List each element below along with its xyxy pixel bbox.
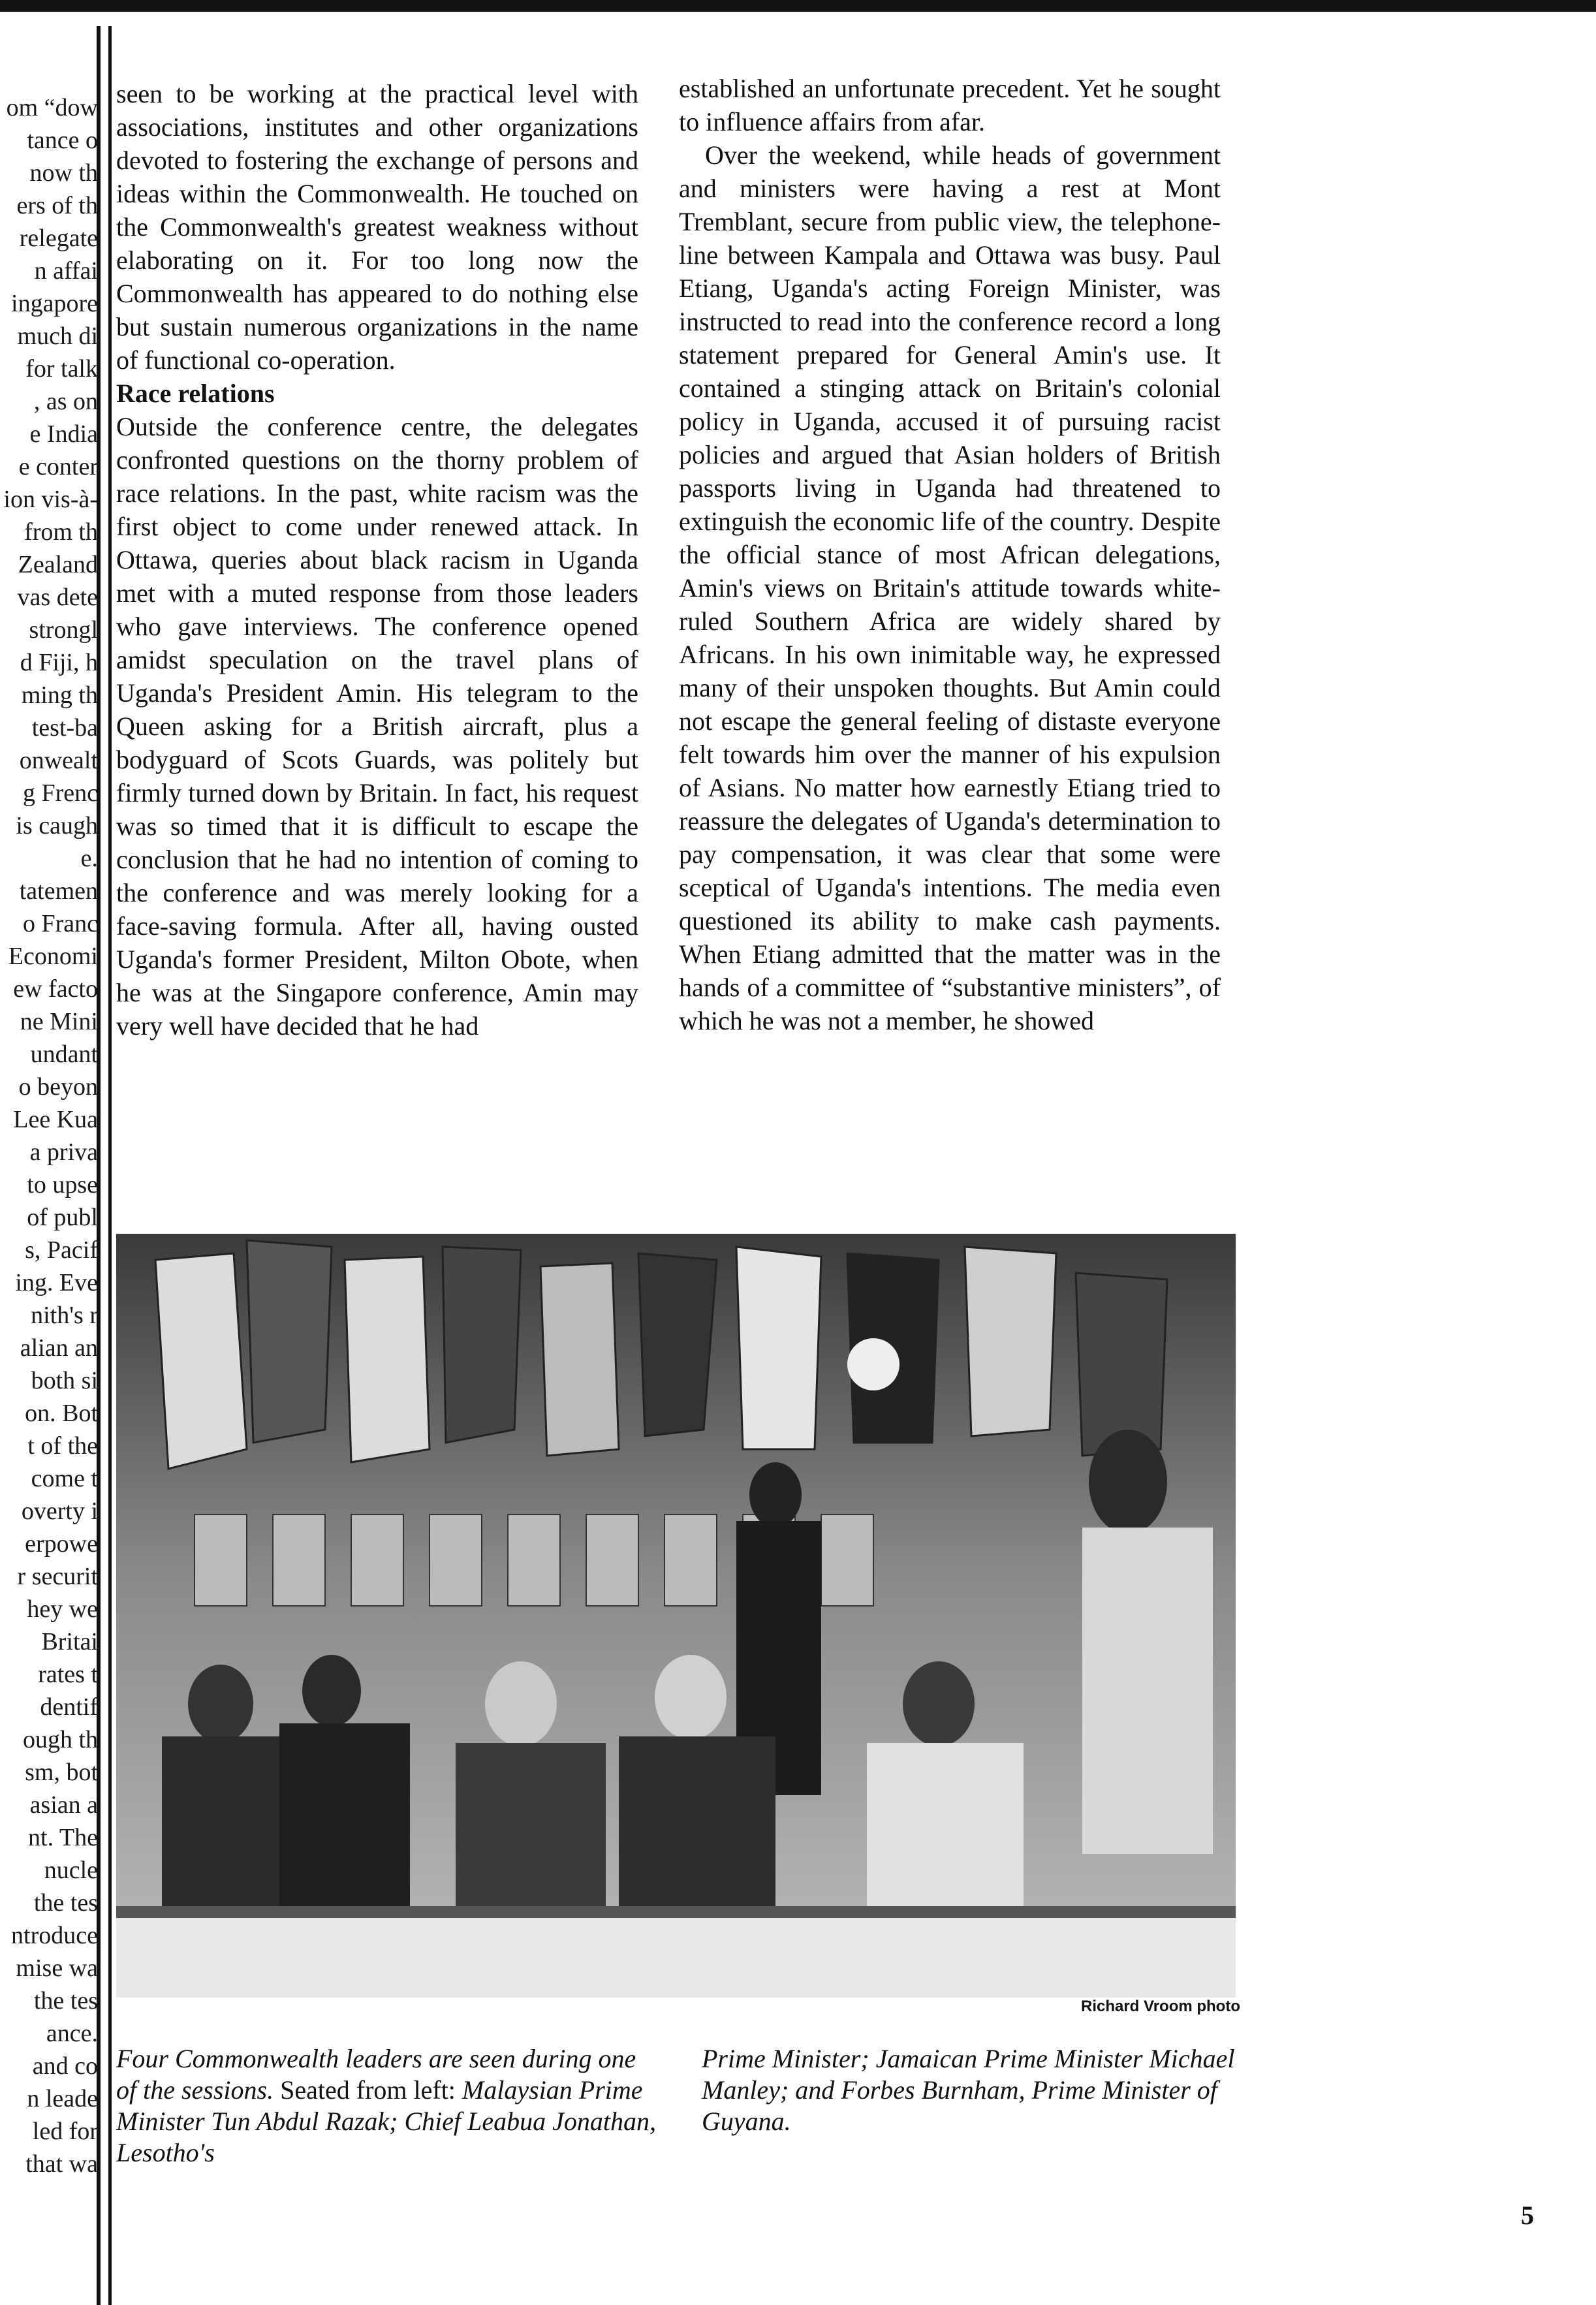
- facing-page-text-fragment: the tes: [33, 1987, 98, 2015]
- facing-page-text-fragment: r securit: [17, 1563, 98, 1590]
- facing-page-text-fragment: ntroduce: [11, 1922, 98, 1949]
- facing-page-text-fragment: ough th: [22, 1726, 98, 1753]
- photo-caption-part-1: [116, 2043, 658, 2169]
- facing-page-text-fragment: mise wa: [16, 1954, 98, 1982]
- facing-page-text-fragment: nt. The: [28, 1824, 98, 1851]
- caption-roman: Seated from left:: [274, 2075, 462, 2105]
- photo-credit: Richard Vroom photo: [1080, 1998, 1240, 2015]
- facing-page-text-fragment: the tes: [33, 1889, 98, 1917]
- facing-page-text-fragment: that wa: [25, 2150, 98, 2178]
- facing-page-text-fragment: a priva: [29, 1138, 98, 1166]
- facing-page-text-fragment: for talk: [25, 355, 98, 383]
- facing-page-text-fragment: alian an: [20, 1334, 98, 1362]
- facing-page-text-fragment: much di: [17, 322, 98, 350]
- facing-page-text-fragment: led for: [32, 2118, 98, 2145]
- facing-page-text-fragment: now th: [29, 159, 98, 187]
- facing-page-text-fragment: o Franc: [22, 910, 98, 937]
- conference-photo: [116, 1234, 1236, 1998]
- facing-page-text-fragment: t of the: [27, 1432, 98, 1460]
- scan-top-edge: [0, 0, 1596, 12]
- facing-page-text-fragment: both si: [31, 1367, 98, 1394]
- facing-page-text-fragment: ming th: [21, 682, 98, 709]
- facing-page-text-fragment: ew facto: [13, 975, 98, 1003]
- facing-page-text-fragment: om “dow: [6, 94, 98, 121]
- facing-page-text-fragment: o beyon: [18, 1073, 98, 1101]
- facing-page-text-fragment: asian a: [29, 1791, 98, 1819]
- facing-page-text-fragment: d Fiji, h: [20, 649, 98, 676]
- facing-page-text-fragment: , as on: [33, 388, 98, 415]
- photo-caption-part-2: Prime Minister; Jamaican Prime Minister Michael Manley; and Forbes Burnham, Prime Minister of Guyana.: [702, 2044, 1235, 2136]
- facing-page-text-fragment: test-ba: [31, 714, 98, 742]
- facing-page-text-fragment: ne Mini: [20, 1008, 98, 1035]
- facing-page-text-fragment: ers of th: [16, 192, 98, 219]
- facing-page-text-fragment: g Frenc: [22, 779, 98, 807]
- facing-page-text-fragment: vas dete: [17, 584, 98, 611]
- facing-page-text-fragment: e conter: [18, 453, 98, 480]
- facing-page-text-fragment: s, Pacif: [25, 1236, 98, 1264]
- page-fold-line-inner: [108, 26, 112, 2305]
- facing-page-text-fragment: Britai: [41, 1628, 98, 1655]
- article-paragraph: established an unfortunate precedent. Yet he sought to influence affairs from afar.: [679, 74, 1221, 136]
- facing-page-text-fragment: e.: [80, 845, 98, 872]
- facing-page-text-fragment: ance.: [46, 2020, 98, 2047]
- facing-page-text-fragment: tatemen: [19, 877, 98, 905]
- facing-page-text-fragment: come t: [31, 1465, 98, 1492]
- facing-page-text-fragment: from th: [24, 518, 98, 546]
- facing-page-text-fragment: n leade: [27, 2085, 98, 2112]
- facing-page-text-fragment: relegate: [19, 225, 98, 252]
- facing-page-text-fragment: onwealt: [19, 747, 98, 774]
- facing-page-text-fragment: n affai: [34, 257, 98, 285]
- facing-page-text-fragment: Lee Kua: [13, 1106, 98, 1133]
- facing-page-text-fragment: erpowe: [25, 1530, 98, 1558]
- facing-page-text-fragment: sm, bot: [25, 1759, 98, 1786]
- facing-page-text-fragment: ingapore: [11, 290, 98, 317]
- facing-page-text-fragment: to upse: [27, 1171, 98, 1199]
- article-paragraph: seen to be working at the practical level with associations, institutes and other organizations devoted to fostering the exchange of persons and ideas within the Commonwealth. He touched on the Commonwealth's greatest weakness without elaborating on it. For too long now the Commonwealth has appeared to do nothing else but sustain numerous organizations in the name of functional co-operation.: [116, 79, 638, 375]
- facing-page-text-fragment: and co: [32, 2052, 98, 2080]
- article-column-1: [116, 77, 638, 1043]
- article-paragraph: Over the weekend, while heads of government and ministers were having a rest at Mont Tremblant, secure from public view, the telephone-line between Kampala and Ottawa was busy. Paul Etiang, Uganda's acting Foreign Minister, was instructed to read into the conference record a long statement prepared for General Amin's use. It contained a stinging attack on Britain's colonial policy in Uganda, accused it of pursuing racist policies and argued that Asian holders of British passports living in Uganda had threatened to extinguish the economic life of the country. Despite the official stance of most African delegations, Amin's views on Britain's attitude towards white-ruled Southern Africa are widely shared by Africans. In his own inimitable way, he expressed many of their unspoken thoughts. But Amin could not escape the general feeling of distaste everyone felt towards him over the manner of his expulsion of Asians. No matter how earnestly Etiang tried to reassure the delegates of Uganda's determination to pay compensation, it was clear that some were sceptical of Uganda's intentions. The media even questioned its ability to make cash payments. When Etiang admitted that the matter was in the hands of a committee of “substantive ministers”, of which he was not a member, he showed: [679, 140, 1221, 1035]
- caption-italic: Four Commonwealth leaders are seen during one of the sessions.: [116, 2044, 636, 2105]
- facing-page-column-fragment: [0, 91, 98, 2259]
- facing-page-text-fragment: ing. Eve: [15, 1269, 98, 1296]
- facing-page-text-fragment: nith's r: [31, 1302, 98, 1329]
- facing-page-text-fragment: e India: [29, 420, 98, 448]
- facing-page-text-fragment: hey we: [27, 1595, 98, 1623]
- facing-page-text-fragment: rates t: [38, 1661, 98, 1688]
- page-number: 5: [1521, 2201, 1534, 2230]
- conference-photo-image: [116, 1234, 1236, 1998]
- section-heading: Race relations: [116, 379, 275, 408]
- article-paragraph: Outside the conference centre, the delegates confronted questions on the thorny problem of race relations. In the past, white racism was the first object to come under renewed attack. In Ottawa, queries about black racism in Uganda met with a muted response from those leaders who gave interviews. The conference opened amidst speculation on the travel plans of Uganda's President Amin. His telegram to the Queen asking for a British aircraft, plus a bodyguard of Scots Guards, was politely but firmly turned down by Britain. In fact, his request was so timed that it is difficult to escape the conclusion that he had no intention of coming to the conference and was merely looking for a face-saving formula. After all, having ousted Uganda's former President, Milton Obote, when he was at the Singapore conference, Amin may very well have decided that he had: [116, 412, 638, 1041]
- facing-page-text-fragment: on. Bot: [25, 1400, 98, 1427]
- facing-page-text-fragment: is caugh: [16, 812, 98, 839]
- facing-page-text-fragment: of publ: [27, 1204, 98, 1231]
- caption-italic: Malaysian Prime Minister Tun Abdul Razak; Chief Leabua Jonathan, Lesotho's: [116, 2075, 657, 2167]
- facing-page-text-fragment: Economi: [8, 943, 98, 970]
- facing-page-text-fragment: undant: [30, 1041, 98, 1068]
- facing-page-text-fragment: nucle: [44, 1857, 98, 1884]
- article-column-2: [679, 72, 1221, 1037]
- facing-page-text-fragment: Zealand: [18, 551, 98, 578]
- facing-page-text-fragment: overty i: [21, 1497, 98, 1525]
- facing-page-text-fragment: ion vis-à-: [3, 486, 98, 513]
- facing-page-text-fragment: strongl: [29, 616, 98, 644]
- facing-page-text-fragment: tance o: [27, 127, 98, 154]
- facing-page-text-fragment: dentif: [40, 1693, 98, 1721]
